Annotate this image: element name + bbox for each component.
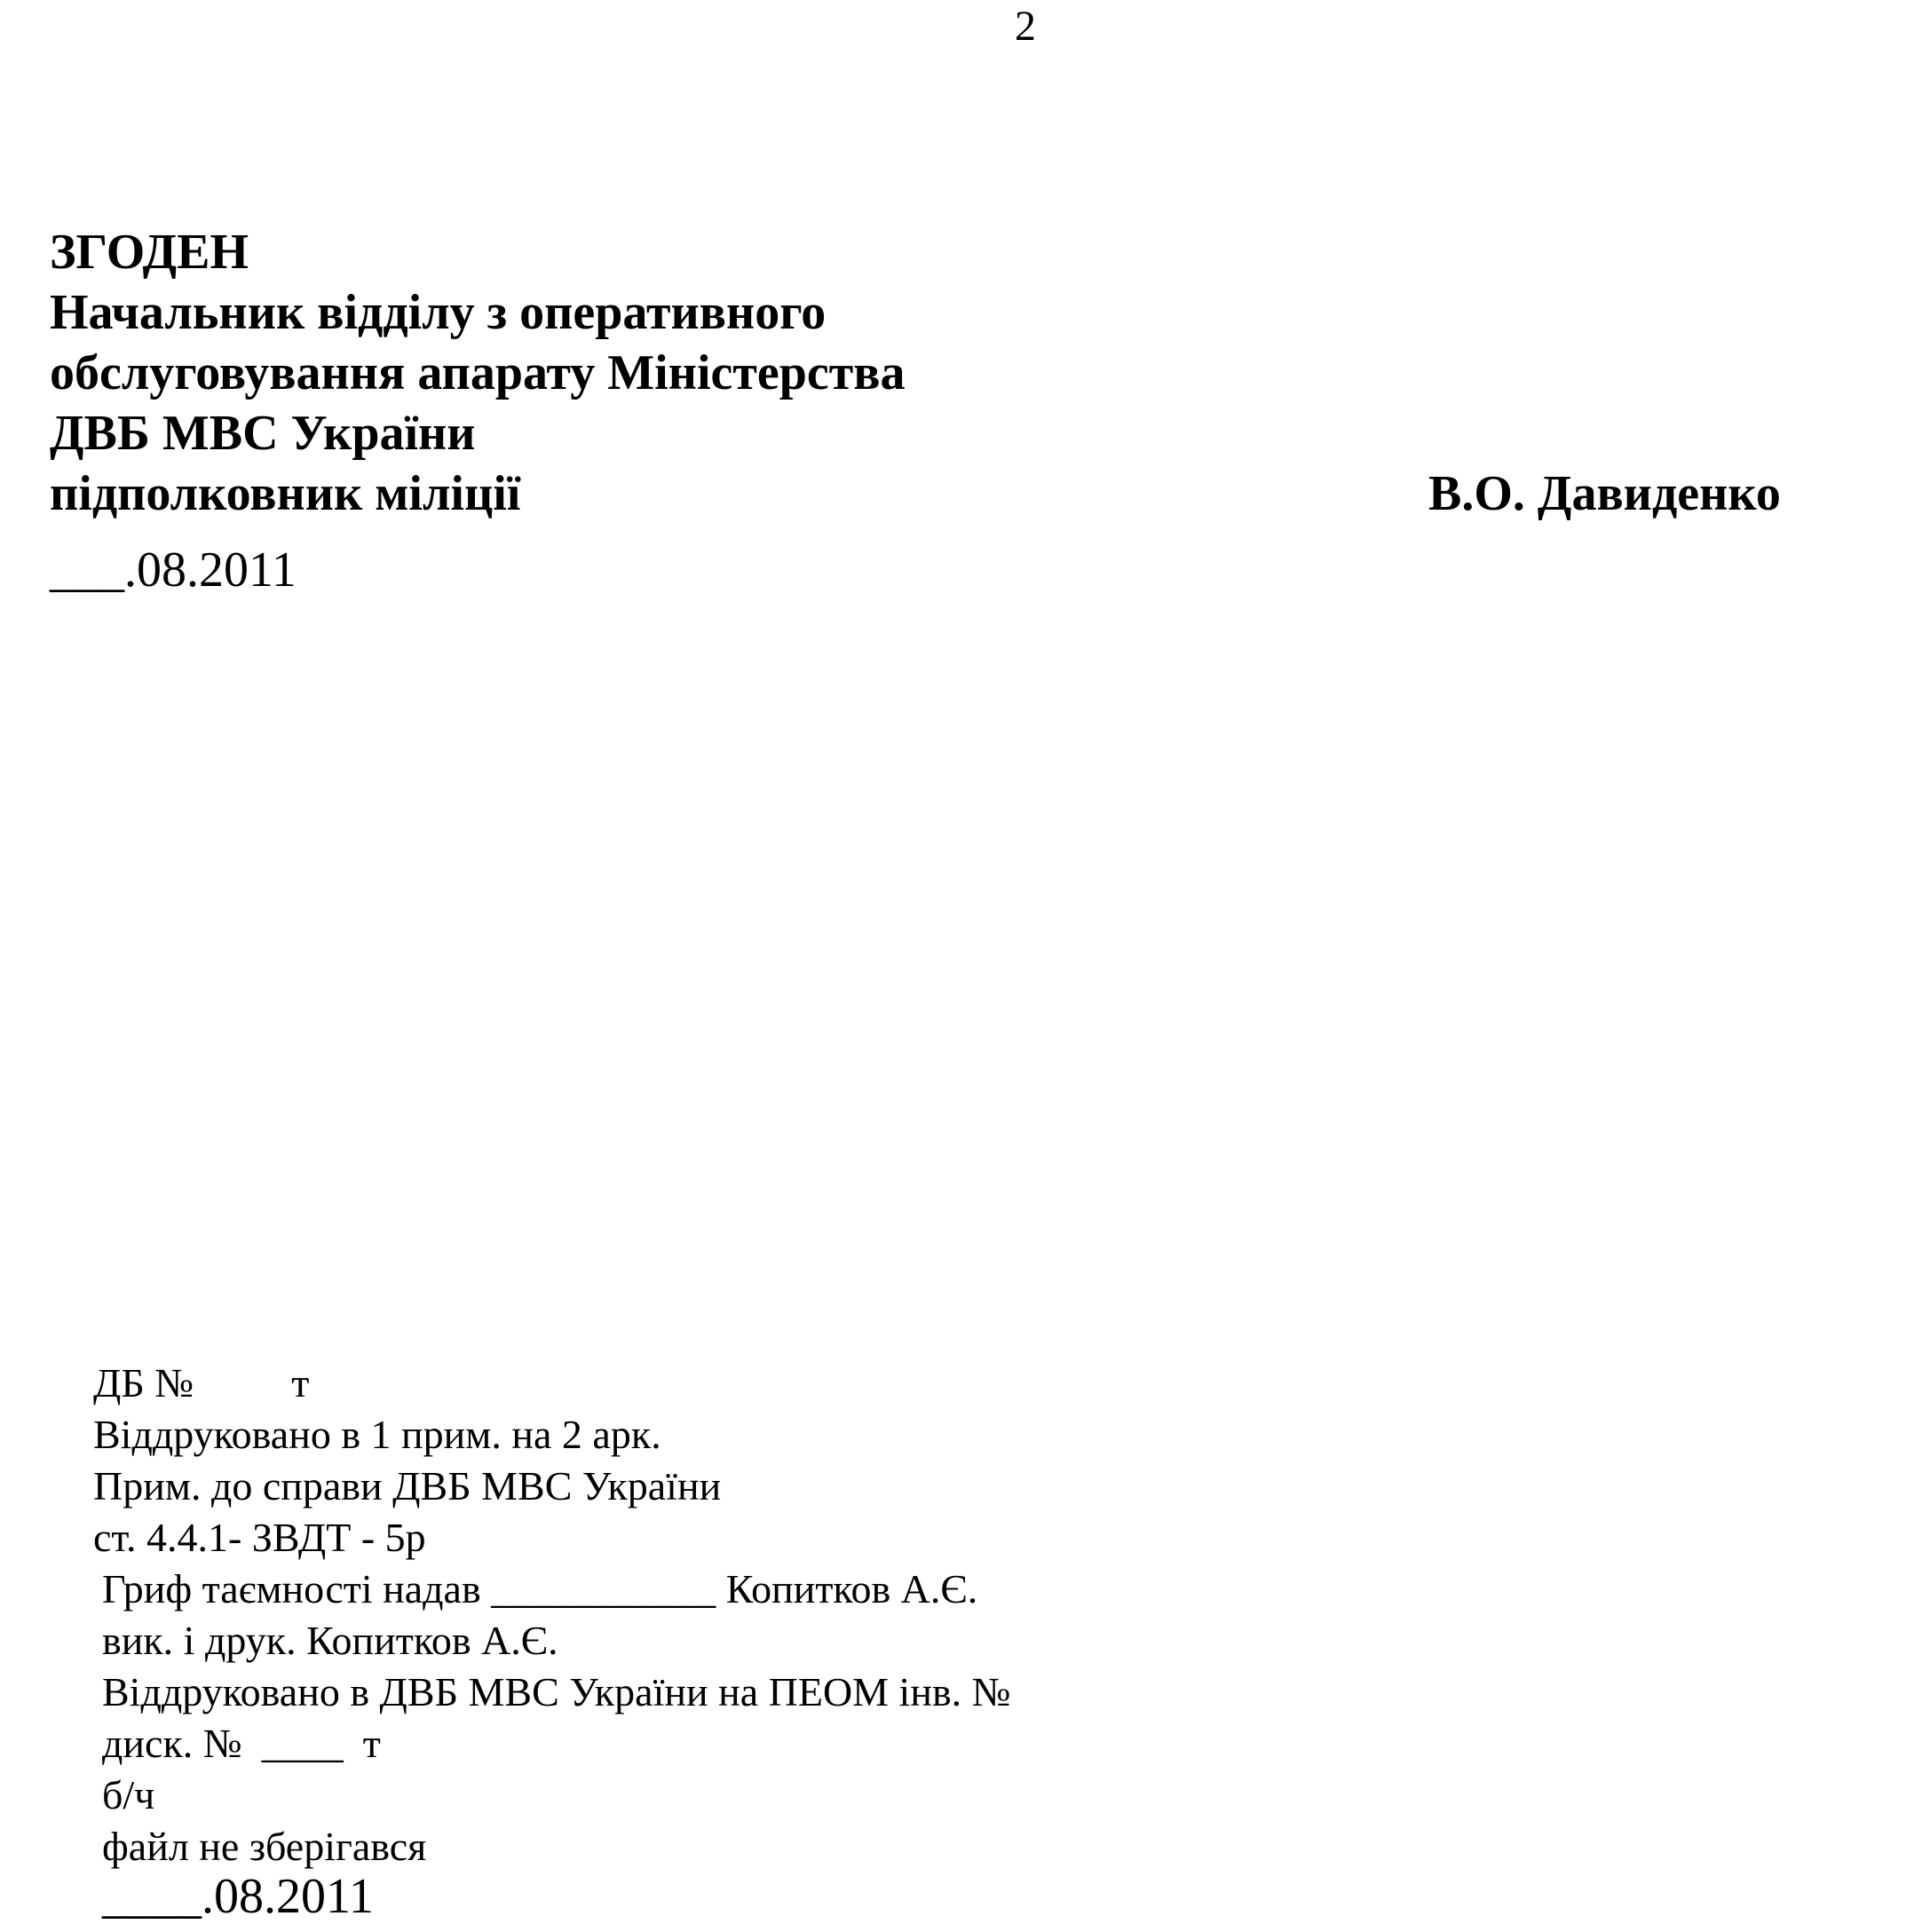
approval-rank: підполковник міліції	[50, 466, 521, 521]
page-number: 2	[1015, 3, 1036, 50]
disk-blank: ____	[261, 1721, 344, 1766]
bch-line: б/ч	[102, 1772, 155, 1817]
db-number-suffix: т	[291, 1360, 310, 1405]
copy-note: Прим. до справи ДВБ МВС України	[93, 1463, 722, 1508]
approval-position-line1: Начальник відділу з оперативного	[50, 285, 826, 340]
approval-department: ДВБ МВС України	[50, 406, 476, 461]
classification-label: Гриф таємності надав	[102, 1566, 481, 1611]
db-number-label: ДБ №	[93, 1360, 194, 1405]
file-note: файл не зберігався	[102, 1824, 427, 1869]
executor-line: вик. і друк. Копитков А.Є.	[102, 1618, 558, 1663]
classification-name: Копитков А.Є.	[725, 1566, 978, 1611]
approval-signatory: В.О. Давиденко	[1428, 466, 1781, 521]
disk-line	[102, 1719, 381, 1769]
printed-copies: Віддруковано в 1 прим. на 2 арк.	[93, 1412, 661, 1457]
printed-at-line: Віддруковано в ДВБ МВС України на ПЕОМ інв. №	[102, 1669, 1011, 1714]
classification-blank: ___________	[491, 1566, 716, 1611]
article-reference: ст. 4.4.1- ЗВДТ - 5р	[93, 1515, 426, 1560]
disk-suffix: т	[362, 1721, 381, 1766]
disk-label: диск. №	[102, 1721, 242, 1766]
classification-line	[102, 1564, 977, 1614]
footer-date: ____.08.2011	[102, 1869, 374, 1924]
db-number-line	[93, 1358, 309, 1408]
approval-heading: ЗГОДЕН	[50, 225, 249, 280]
approval-position-line2: обслуговування апарату Міністерства	[50, 345, 906, 400]
approval-date: ___.08.2011	[50, 542, 297, 598]
